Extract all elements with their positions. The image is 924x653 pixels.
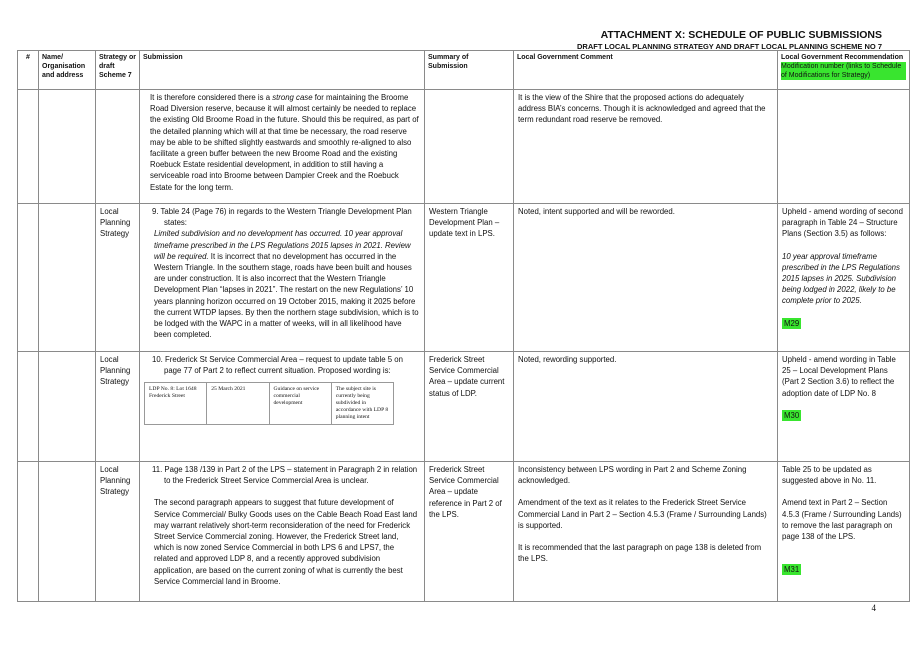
- page-number: 4: [871, 603, 876, 613]
- summary-cell: Frederick Street Service Commercial Area – update current status of LDP.: [425, 352, 514, 462]
- submission-heading: 11. Page 138 /139 in Part 2 of the LPS – statement in Paragraph 2 in relation to the Frederick Street Service Commercial Area is unclear.: [152, 465, 418, 486]
- summary-cell: Frederick Street Service Commercial Area – update reference in Part 2 of the LPS.: [425, 462, 514, 602]
- col-header-strategy: Strategy or draft Scheme 7: [96, 51, 140, 90]
- col-header-submission: Submission: [140, 51, 425, 90]
- submissions-table: [17, 50, 910, 602]
- submission-body: It is incorrect that no development has occurred in the Western Triangle. In the southern stage, roads have been built and houses are under construction. It is also incorrect that the Western Triangle Development Plan “lapses in 2021”. The restart on the new Regulations’ 10 years planning horizon occurred on 19 October 2015, making it 2025 before the current WTDP lapses. By then the northern stage subdivision, which is to be lodged with the WAPC in a matter of weeks, will in all likelihood have been completed.: [154, 251, 419, 340]
- submission-cell: It is therefore considered there is a strong case for maintaining the Broome Road Diversion reserve, because it will almost certainly be needed to replace the existing Old Broome Road in the future. Should this be required, as part of the detailed planning which will at that time be necessary, the road reserve may be able to be shifted slightly eastwards and smoothly re-aligned to also facilitate a green buffer between the new Broome Road and the existing Roebuck Estate residential development, in addition to still having a serviceable road into Broome between Dampier Creek and the Roebuck Estate for the long term.: [140, 90, 425, 204]
- proposed-wording-table: LDP No. 8: Lot 1648 Frederick Street 25 March 2021 Guidance on service commercial development The subject site is currently being subdivided in accordance with LDP 8 planning intent: [144, 382, 394, 425]
- table-row: [18, 90, 910, 204]
- document-title: ATTACHMENT X: SCHEDULE OF PUBLIC SUBMISSIONS: [600, 29, 882, 41]
- col-header-summary: Summary of Submission: [425, 51, 514, 90]
- strategy-cell: Local Planning Strategy: [96, 204, 140, 352]
- recommendation-cell: [778, 204, 910, 352]
- col-header-recommendation: [778, 51, 910, 90]
- modification-badge: M29: [784, 318, 800, 328]
- comment-cell: It is the view of the Shire that the proposed actions do adequately address BIA’s concerns. Though it is acknowledged and agreed that the term redundant road reserve be removed.: [514, 90, 778, 204]
- table-row: [18, 204, 910, 352]
- col-header-number: #: [18, 51, 39, 90]
- recommendation-text: Upheld - amend wording of second paragraph in Table 24 – Structure Plans (Section 3.5) as follows:: [782, 207, 903, 239]
- summary-cell: Western Triangle Development Plan – update text in LPS.: [425, 204, 514, 352]
- submission-heading: 10. Frederick St Service Commercial Area – request to update table 5 on page 77 of Part 2 to reflect current situation. Proposed wording is:: [152, 355, 403, 376]
- recommendation-cell: [778, 352, 910, 462]
- table-header-row: [18, 51, 910, 90]
- submission-cell: [140, 204, 425, 352]
- submission-body: The second paragraph appears to suggest that future development of Service Commercial/ Bulky Goods uses on the Cable Beach Road East land may warrant relatively short-term reconsideration of the need for Frederick Street Service Commercial zoning. However, the Frederick Street land, which is now zoned Service Commercial in both LPS 6 and LPS7, the related and approved LDP 8, and a recently approved subdivision application, are based on the current zoning of what is currently the best Service Commercial land in Broome.: [154, 498, 418, 586]
- submission-cell: [140, 462, 425, 602]
- modification-badge: M31: [784, 565, 800, 575]
- recommendation-text: Upheld - amend wording in Table 25 – Local Development Plans (Part 2 Section 3.6) to reflect the adoption date of LDP No. 8: [782, 355, 896, 398]
- col-header-name: Name/ Organisation and address: [39, 51, 96, 90]
- strategy-cell: Local Planning Strategy: [96, 352, 140, 462]
- document-subtitle: DRAFT LOCAL PLANNING STRATEGY AND DRAFT LOCAL PLANNING SCHEME NO 7: [576, 42, 882, 51]
- recommendation-cell: Table 25 to be updated as suggested above in No. 11. Amend text in Part 2 – Section 4.5.3 (Frame / Surrounding Lands) to remove the last paragraph on page 138 of the LPS. M31: [778, 462, 910, 602]
- recommendation-cell: [778, 90, 910, 204]
- modification-badge: M30: [784, 410, 800, 420]
- recommendation-text: Table 25 to be updated as suggested above in No. 11.: [782, 465, 877, 486]
- summary-cell: [425, 90, 514, 204]
- recommendation-italic: 10 year approval timeframe prescribed in the LPS Regulations 2015 lapses in 2025. Subdivision being lodged in 2022, likely to be complete prior to 2025.: [782, 251, 900, 306]
- strategy-cell: [96, 90, 140, 204]
- strategy-cell: Local Planning Strategy: [96, 462, 140, 602]
- submission-heading: 9. Table 24 (Page 76) in regards to the Western Triangle Development Plan states:: [152, 207, 412, 228]
- submission-quote: Limited subdivision and no development has occurred. 10 year approval timeframe prescribed in the LPS Regulations 2015 lapses in 2021. Review will be required.: [154, 229, 411, 261]
- submission-cell: [140, 352, 425, 462]
- table-row: [18, 352, 910, 462]
- table-row: [18, 462, 910, 602]
- comment-cell: Noted, rewording supported.: [514, 352, 778, 462]
- recommendation-header-note: Modification number (links to Schedule of Modifications for Strategy): [781, 62, 906, 80]
- comment-cell: Noted, intent supported and will be reworded.: [514, 204, 778, 352]
- recommendation-header-label: Local Government Recommendation: [781, 54, 904, 61]
- comment-cell: Inconsistency between LPS wording in Part 2 and Scheme Zoning acknowledged. Amendment of the text as it relates to the Frederick Street Service Commercial Land in Part 2 – Section 4.5.3 (Frame / Surrounding Lands) is supported. It is recommended that the last paragraph on page 138 is deleted from the LPS.: [514, 462, 778, 602]
- col-header-comment: Local Government Comment: [514, 51, 778, 90]
